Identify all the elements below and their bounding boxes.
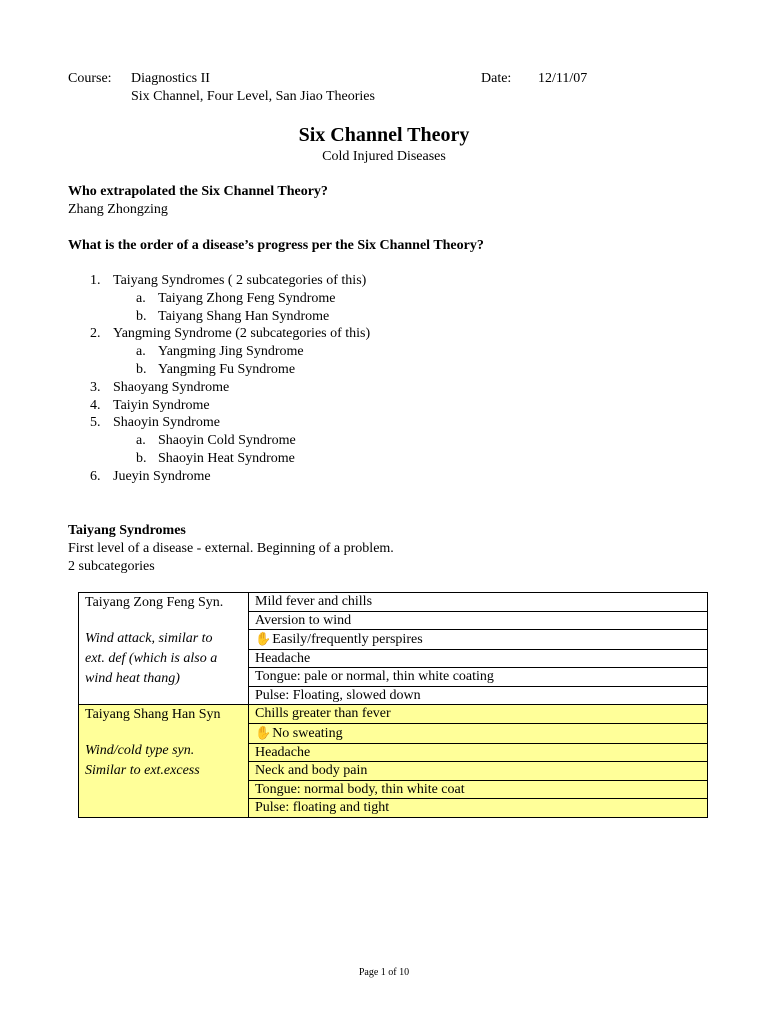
list-item-num: a. [136,344,146,359]
list-item: Taiyin Syndrome [113,398,210,413]
list-item: Yangming Fu Syndrome [158,362,296,377]
syndrome-description [85,741,242,781]
taiyang-syndrome-table [78,592,708,818]
syndrome-description [85,629,242,689]
question-2: What is the order of a disease’s progress per the Six Channel Theory? [68,238,484,253]
page-subtitle: Cold Injured Diseases [322,149,446,164]
symptom-cell: Tongue: normal body, thin white coat [249,780,708,799]
course-value: Diagnostics II [131,71,210,86]
list-item: Jueyin Syndrome [113,469,211,484]
symptom-cell: Mild fever and chills [249,593,708,612]
page-title: Six Channel Theory [298,124,470,146]
question-1: Who extrapolated the Six Channel Theory? [68,184,328,199]
list-item: Shaoyin Syndrome [113,415,220,430]
section-text: 2 subcategories [68,559,155,574]
syndrome-cell-zong-feng [79,593,249,705]
symptom-cell [249,630,708,650]
syndrome-name: Taiyang Zong Feng Syn. [85,595,224,610]
list-item-num: a. [136,433,146,448]
date-label: Date: [481,71,512,86]
list-item-num: b. [136,309,147,324]
description-line: Wind/cold type syn. [85,743,195,759]
description-line: Similar to ext.excess [85,763,200,779]
table-row [79,705,708,724]
list-item-num: 2. [90,326,101,341]
date-value: 12/11/07 [538,71,588,86]
section-text: First level of a disease - external. Beginning of a problem. [68,541,394,556]
list-item: Taiyang Syndromes ( 2 subcategories of this) [113,273,367,288]
list-item-num: 5. [90,415,101,430]
description-line: Wind attack, similar to [85,631,213,646]
answer-1: Zhang Zhongzing [68,202,168,217]
page-number: Page 1 of 10 [358,967,410,978]
list-item: Shaoyin Heat Syndrome [158,451,295,466]
list-item: Taiyang Shang Han Syndrome [158,309,330,324]
symptom-cell: Pulse: floating and tight [249,799,708,818]
symptom-cell: Neck and body pain [249,762,708,781]
list-item: Yangming Syndrome (2 subcategories of this) [113,326,371,341]
table-row [79,593,708,612]
list-item: Taiyang Zhong Feng Syndrome [158,291,336,306]
symptom-text: Easily/frequently perspires [272,632,423,648]
symptom-text: No sweating [272,725,343,741]
list-item: Yangming Jing Syndrome [158,344,304,359]
symptom-cell: Pulse: Floating, slowed down [249,686,708,705]
list-item-num: a. [136,291,146,306]
section-heading: Taiyang Syndromes [68,523,186,538]
symptom-cell: Headache [249,649,708,668]
list-item: Shaoyang Syndrome [113,380,230,395]
symptom-cell: Tongue: pale or normal, thin white coating [249,668,708,687]
description-line: ext. def (which is also a [85,651,218,666]
list-item: Shaoyin Cold Syndrome [158,433,296,448]
list-item-num: 6. [90,469,101,484]
list-item-num: 1. [90,273,101,288]
list-item-num: 4. [90,398,101,413]
course-subtitle: Six Channel, Four Level, San Jiao Theories [131,89,375,104]
list-item-num: b. [136,362,147,377]
symptom-cell [249,723,708,743]
syndrome-cell-shang-han [79,705,249,818]
syndrome-name: Taiyang Shang Han Syn [85,707,221,723]
list-item-num: 3. [90,380,101,395]
description-line: wind heat thang) [85,671,180,686]
course-label: Course: [68,71,112,86]
symptom-cell: Aversion to wind [249,611,708,630]
list-item-num: b. [136,451,147,466]
hand-icon: ✋ [255,724,272,740]
hand-icon: ✋ [255,631,272,647]
symptom-cell: Chills greater than fever [249,705,708,724]
symptom-cell: Headache [249,743,708,762]
